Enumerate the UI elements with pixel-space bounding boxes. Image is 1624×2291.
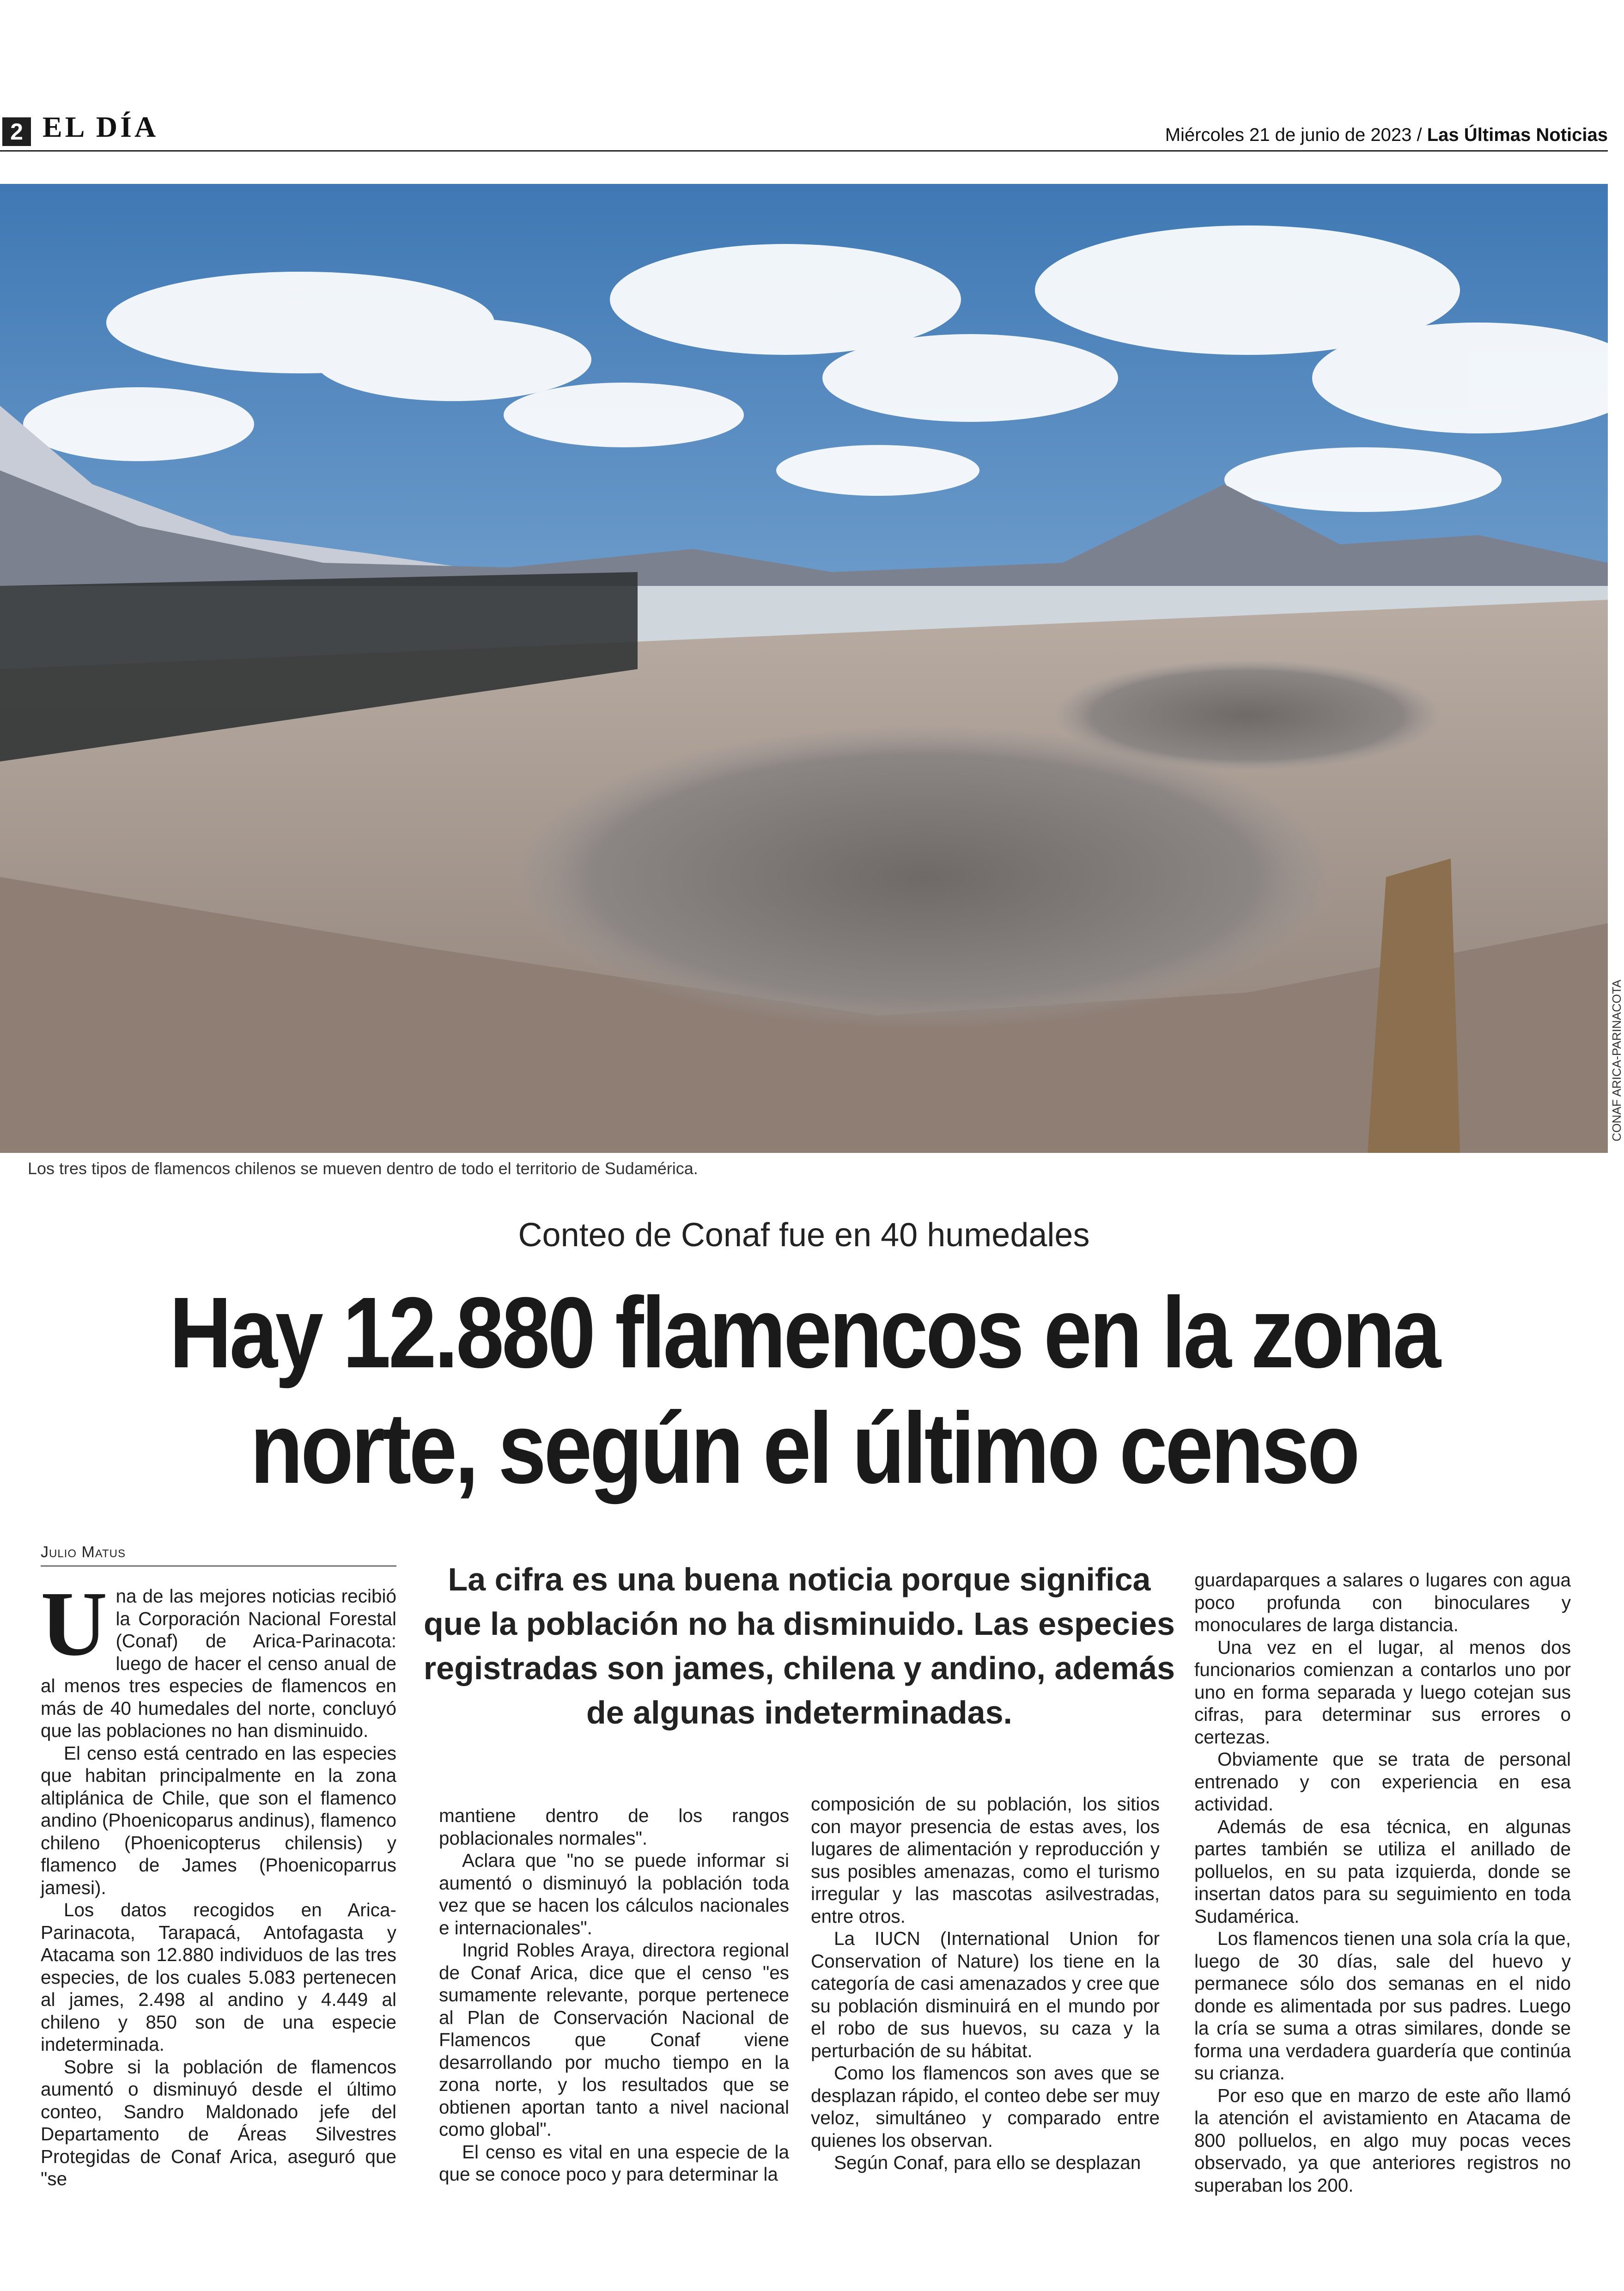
byline: Julio Matus (41, 1543, 126, 1561)
drop-cap: U (41, 1573, 108, 1675)
article-column-3 (811, 1793, 1160, 2174)
issue-date: Miércoles 21 de junio de 2023 (1165, 125, 1412, 145)
dateline (1165, 125, 1608, 146)
photo-credit: CONAF ARICA-PARINACOTA (1610, 980, 1624, 1142)
paragraph (41, 1573, 396, 1742)
paragraph: Los flamencos tienen una sola cría la que, luego de 30 días, sale del huevo y permanece sólo dos semanas en el nido donde es alimentada por sus padres. Luego la cría se suma a otras similares, donde se forma una verdadera guardería que continúa su crianza. (1194, 1928, 1571, 2084)
paragraph-text: na de las mejores noticias recibió la Corporación Nacional Forestal (Conaf) de Arica-Parinacota: luego de hacer el censo anual de al menos tres especies de flamencos en más de 40 humedales del norte, concluyó que las poblaciones no han disminuido. (41, 1585, 396, 1741)
publication-name: Las Últimas Noticias (1427, 125, 1608, 145)
deck: La cifra es una buena noticia porque significa que la población no ha disminuido. Las especies registradas son james, chilena y andino, además de algunas indeterminadas. (423, 1561, 1175, 1730)
paragraph: Obviamente que se trata de personal entrenado y con experiencia en esa actividad. (1194, 1749, 1571, 1815)
paragraph: La IUCN (International Union for Conservation of Nature) los tiene en la categoría de casi amenazados y cree que su población disminuirá en el mundo por el robo de sus huevos, su caza y la perturbación de su hábitat. (811, 1928, 1160, 2061)
paragraph: Además de esa técnica, en algunas partes también se utiliza el anillado de polluelos, en su pata izquierda, donde se insertan datos para su seguimiento en toda Sudamérica. (1194, 1816, 1571, 1927)
article-column-4 (1194, 1569, 1571, 2196)
paragraph: Como los flamencos son aves que se desplazan rápido, el conteo debe ser muy veloz, simultáneo y comparado entre quienes los observan. (811, 2062, 1160, 2151)
paragraph: composición de su población, los sitios con mayor presencia de estas aves, los lugares de alimentación y reproducción y sus posibles amenazas, como el turismo irregular y las mascotas asilvestradas, entre otros. (811, 1793, 1160, 1927)
paragraph: Ingrid Robles Araya, directora regional de Conaf Arica, dice que el censo "es sumamente relevante, porque pertenece al Plan de Conservación Nacional de Flamencos que Conaf viene desarrollando por mucho tiempo en la zona norte, y los resultados que se obtienen aportan tanto a nivel nacional como global". (439, 1939, 789, 2140)
photo-caption: Los tres tipos de flamencos chilenos se mueven dentro de todo el territorio de Sudamérica. (28, 1159, 698, 1178)
paragraph: Sobre si la población de flamencos aumentó o disminuyó desde el último conteo, Sandro Maldonado jefe del Departamento de Áreas Silvestres Protegidas de Conaf Arica, aseguró que "se (41, 2056, 396, 2189)
page-number: 2 (2, 117, 31, 146)
paragraph: Por eso que en marzo de este año llamó la atención el avistamiento en Atacama de 800 polluelos, en algo muy pocas veces observado, ya que anteriores registros no superaban los 200. (1194, 2084, 1571, 2196)
article-column-2 (439, 1804, 789, 2186)
article-column-1 (41, 1573, 396, 2190)
paragraph: Los datos recogidos en Arica-Parinacota, Tarapacá, Antofagasta y Atacama son 12.880 individuos de las tres especies, de los cuales 5.083 pertenecen al james, 2.498 al andino y 4.449 al chileno y 850 son de una especie indeterminada. (41, 1899, 396, 2055)
headline-line-1: Hay 12.880 flamencos en la zona (169, 1277, 1439, 1389)
headline-line-2: norte, según el último censo (250, 1392, 1358, 1505)
kicker: Conteo de Conaf fue en 40 humedales (518, 1217, 1090, 1254)
dateline-separator: / (1411, 125, 1427, 145)
headline (144, 1275, 1463, 1506)
paragraph: guardaparques a salares o lugares con agua poco profunda con binoculares y monoculares de larga distancia. (1194, 1569, 1571, 1635)
flamingo-flock-far (1053, 660, 1442, 771)
paragraph: El censo está centrado en las especies que habitan principalmente en la zona altiplánica de Chile, que son el flamenco andino (Phoenicoparus andinus), flamenco chileno (Phoenicopterus chilensis) y flamenco de James (Phoenicoparrus jamesi). (41, 1742, 396, 1898)
flamingo-flock (508, 725, 1340, 1030)
paragraph: El censo es vital en una especie de la que se conoce poco y para determinar la (439, 2141, 789, 2185)
section-title: EL DÍA (43, 110, 159, 143)
header-rule (0, 150, 1608, 152)
paragraph: Según Conaf, para ello se desplazan (834, 2152, 1141, 2173)
paragraph: Aclara que "no se puede informar si aumentó o disminuyó la población toda vez que se hacen los cálculos nacionales e internacionales". (439, 1850, 789, 1938)
paragraph: mantiene dentro de los rangos poblacionales normales". (439, 1805, 789, 1849)
flamingo-photo (0, 184, 1608, 1153)
paragraph: Una vez en el lugar, al menos dos funcionarios comienzan a contarlos uno por uno en forma separada y luego cotejan sus cifras, para determinar sus errores o certezas. (1194, 1636, 1571, 1748)
